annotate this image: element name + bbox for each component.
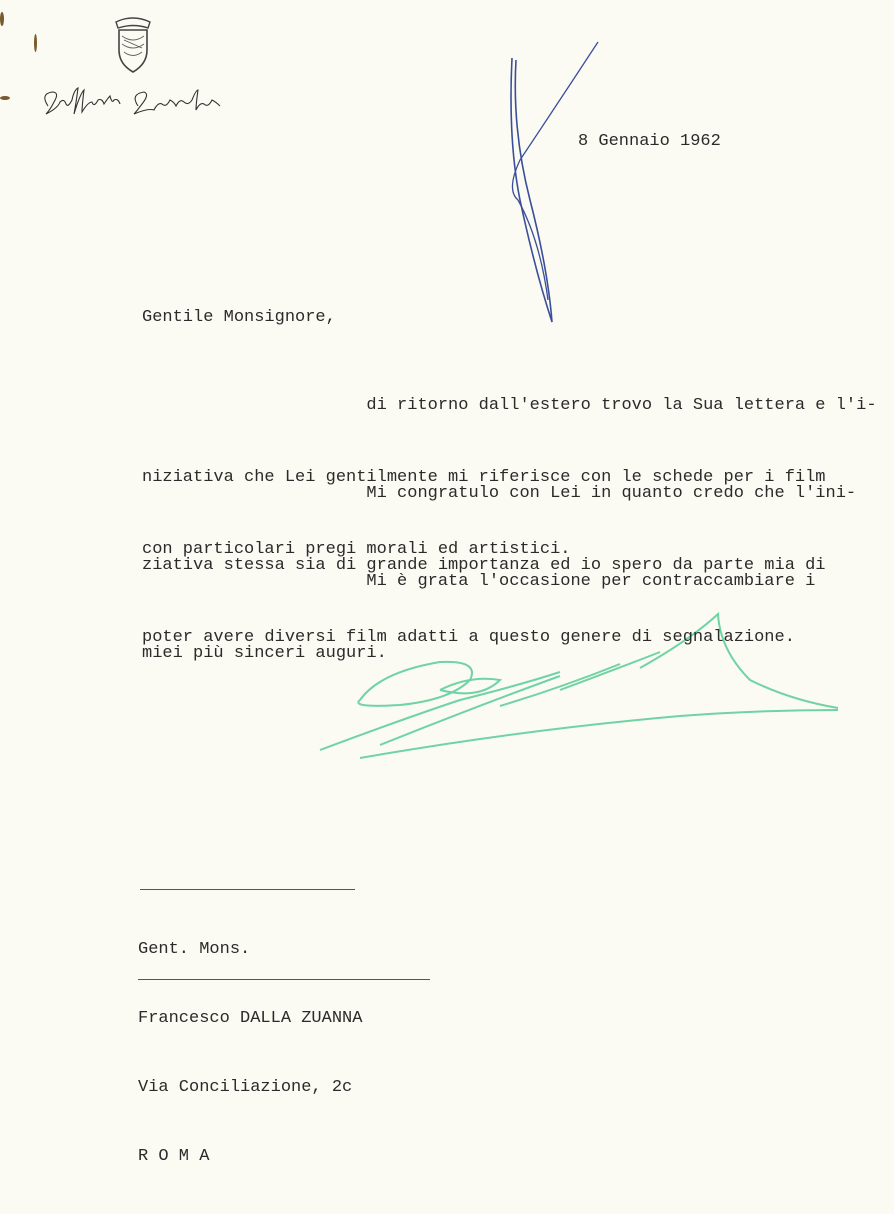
paragraph-line: poter avere diversi film adatti a questo genere di segnalazione. xyxy=(142,628,795,647)
address-line: Via Conciliazione, 2c xyxy=(138,1078,353,1097)
paragraph-line: Mi congratulo con Lei in quanto credo che l'ini- xyxy=(142,484,857,503)
address-line: Francesco DALLA ZUANNA xyxy=(138,1009,363,1028)
letter-date: 8 Gennaio 1962 xyxy=(578,132,721,151)
address-bottom-rule xyxy=(138,979,430,980)
paragraph-line: di ritorno dall'estero trovo la Sua lettera e l'i- xyxy=(142,396,877,415)
address-line: R O M A xyxy=(138,1147,210,1166)
paragraph-line: Mi è grata l'occasione per contraccambiare i xyxy=(142,572,816,591)
paragraph-line: con particolari pregi morali ed artistici. xyxy=(142,540,571,559)
recipient-address xyxy=(138,892,362,1214)
paragraph-line: miei più sinceri auguri. xyxy=(142,644,387,663)
paragraph-line: niziativa che Lei gentilmente mi riferisce con le schede per i film xyxy=(142,468,826,487)
salutation: Gentile Monsignore, xyxy=(142,308,336,327)
address-top-rule xyxy=(140,889,355,890)
paragraph-3 xyxy=(142,522,815,714)
address-line: Gent. Mons. xyxy=(138,940,251,959)
paragraph-line: ziativa stessa sia di grande importanza ed io spero da parte mia di xyxy=(142,556,826,575)
